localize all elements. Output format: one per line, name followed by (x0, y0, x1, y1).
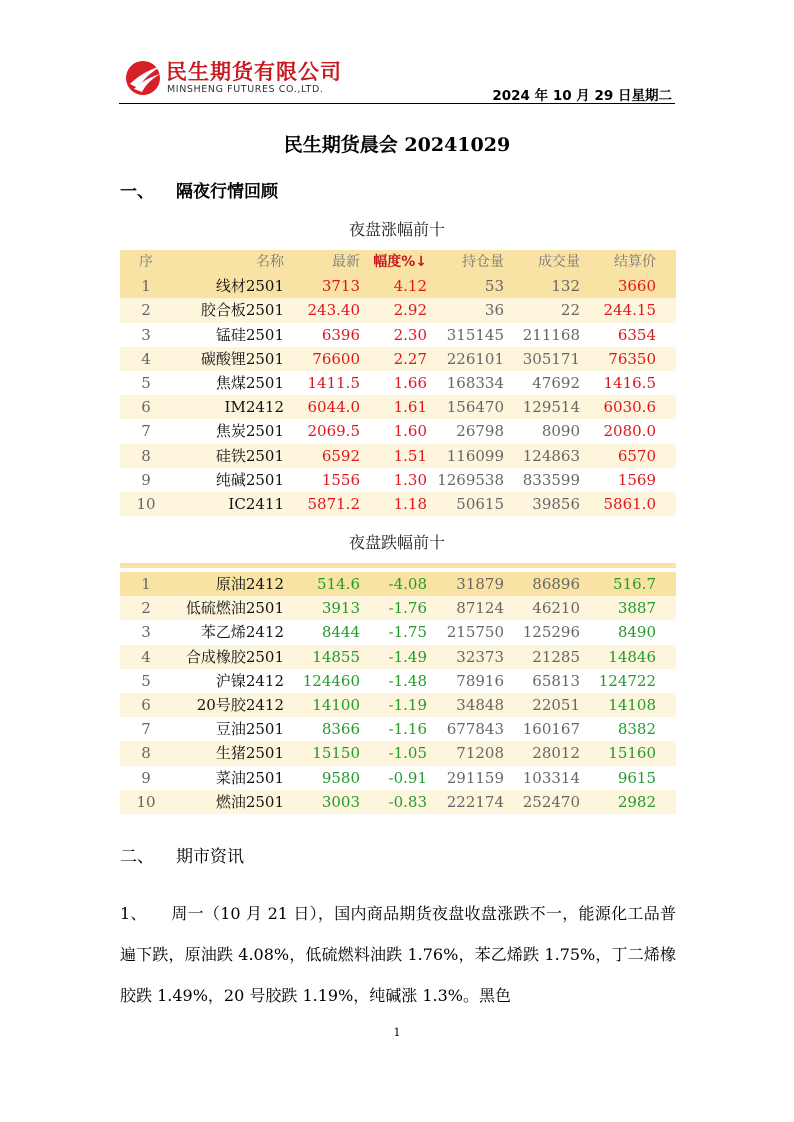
cell-name: 燃油2501 (215, 792, 284, 811)
cell-latest: 2069.5 (307, 422, 360, 441)
cell-volume: 833599 (522, 470, 580, 489)
cell-settle: 76350 (608, 349, 656, 368)
cell-index: 5 (141, 373, 151, 392)
cell-settle: 6354 (617, 325, 656, 344)
col-header-open-interest: 持仓量 (462, 254, 504, 270)
table-row (120, 347, 676, 371)
cell-settle: 2080.0 (603, 422, 656, 441)
cell-volume: 305171 (522, 349, 580, 368)
cell-settle: 1416.5 (603, 373, 656, 392)
cell-open-interest: 26798 (456, 422, 504, 441)
cell-name: 合成橡胶2501 (185, 647, 284, 666)
cell-name: IC2411 (228, 494, 284, 513)
cell-change-pct: 2.27 (393, 349, 427, 368)
table-header-row (120, 250, 676, 274)
gainers-table (120, 250, 676, 516)
cell-open-interest: 116099 (446, 446, 504, 465)
cell-change-pct: -0.83 (388, 792, 427, 811)
cell-name: 锰硅2501 (215, 325, 284, 344)
cell-index: 3 (141, 623, 151, 642)
company-name-en: MINSHENG FUTURES CO.,LTD. (167, 84, 324, 95)
cell-settle: 124722 (598, 671, 656, 690)
cell-name: 硅铁2501 (215, 446, 284, 465)
cell-open-interest: 32373 (456, 647, 504, 666)
cell-latest: 5871.2 (307, 494, 360, 513)
cell-settle: 8382 (617, 720, 656, 739)
cell-latest: 1556 (321, 470, 360, 489)
cell-index: 6 (141, 398, 151, 417)
cell-latest: 243.40 (307, 301, 360, 320)
col-header-index: 序 (139, 254, 153, 270)
table-row (120, 274, 676, 298)
cell-volume: 28012 (532, 744, 580, 763)
cell-open-interest: 87124 (456, 599, 504, 618)
cell-change-pct: 1.51 (393, 446, 427, 465)
cell-index: 10 (136, 494, 156, 513)
losers-table (120, 572, 676, 814)
minsheng-logo-icon (124, 58, 164, 96)
cell-open-interest: 156470 (446, 398, 504, 417)
cell-latest: 8444 (321, 623, 360, 642)
cell-index: 1 (141, 575, 151, 593)
table-row (120, 371, 676, 395)
cell-settle: 2982 (617, 792, 656, 811)
cell-volume: 8090 (541, 422, 580, 441)
cell-settle: 3660 (617, 277, 656, 296)
col-header-settle: 结算价 (614, 254, 656, 270)
cell-latest: 15150 (312, 744, 360, 763)
cell-change-pct: -4.08 (388, 575, 427, 593)
cell-latest: 14855 (312, 647, 360, 666)
cell-change-pct: 2.92 (393, 301, 427, 320)
clipped-row-remnant (120, 817, 676, 823)
losers-table-caption: 夜盘跌幅前十 (348, 533, 445, 552)
cell-name: 焦煤2501 (215, 373, 284, 392)
cell-change-pct: -0.91 (388, 768, 427, 787)
cell-change-pct: 2.30 (393, 325, 427, 344)
cell-change-pct: 1.60 (393, 422, 427, 441)
cell-name: 沪镍2412 (215, 671, 284, 690)
cell-volume: 21285 (532, 647, 580, 666)
table-row (120, 492, 676, 516)
cell-index: 8 (141, 744, 151, 763)
cell-latest: 6592 (321, 446, 360, 465)
cell-index: 7 (141, 422, 151, 441)
page-number: 1 (393, 1026, 401, 1039)
table-row (120, 620, 676, 644)
col-header-name: 名称 (256, 254, 284, 270)
cell-volume: 22 (560, 301, 580, 320)
cell-index: 7 (141, 720, 151, 739)
cell-name: 苯乙烯2412 (200, 623, 284, 642)
cell-index: 5 (141, 671, 151, 690)
cell-name: 纯碱2501 (215, 470, 284, 489)
cell-open-interest: 1269538 (437, 470, 504, 489)
cell-latest: 124460 (302, 671, 360, 690)
company-name-cn: 民生期货有限公司 (166, 60, 342, 84)
cell-name: 20号胶2412 (196, 695, 284, 714)
col-header-volume: 成交量 (538, 254, 580, 270)
company-logo (124, 56, 364, 100)
cell-volume: 103314 (522, 768, 580, 787)
cell-settle: 1569 (617, 470, 656, 489)
cell-volume: 124863 (522, 446, 580, 465)
cell-change-pct: -1.75 (388, 623, 427, 642)
cell-open-interest: 315145 (446, 325, 504, 344)
cell-index: 9 (141, 470, 151, 489)
cell-latest: 3713 (321, 277, 360, 296)
cell-name: IM2412 (224, 398, 284, 417)
cell-open-interest: 222174 (446, 792, 504, 811)
cell-volume: 39856 (532, 494, 580, 513)
section-heading-1 (120, 177, 278, 202)
cell-settle: 14846 (608, 647, 656, 666)
table-row (120, 596, 676, 620)
cell-latest: 514.6 (317, 575, 360, 593)
cell-volume: 160167 (522, 720, 580, 739)
table-row (120, 323, 676, 347)
cell-name: 线材2501 (215, 277, 284, 296)
gainers-table-caption: 夜盘涨幅前十 (348, 220, 445, 239)
cell-index: 6 (141, 695, 151, 714)
cell-index: 1 (141, 277, 151, 296)
cell-change-pct: 1.66 (393, 373, 427, 392)
col-header-latest: 最新 (332, 254, 360, 270)
cell-name: 低硫燃油2501 (185, 599, 284, 618)
cell-settle: 15160 (608, 744, 656, 763)
cell-latest: 3003 (321, 792, 360, 811)
cell-volume: 129514 (522, 398, 580, 417)
table-row (120, 766, 676, 790)
cell-volume: 65813 (532, 671, 580, 690)
cell-index: 9 (141, 768, 151, 787)
section-title: 期市资讯 (176, 847, 244, 867)
news-paragraph: 1、 周一（10 月 21 日），国内商品期货夜盘收盘涨跌不一，能源化工品普遍下跌，原油跌 4.08%，低硫燃料油跌 1.76%，苯乙烯跌 1.75%，丁二烯橡胶跌 1.49%，20 号胶跌 1.19%，纯碱涨 1.3%。黑色 (120, 904, 676, 1005)
document-title: 民生期货晨会 20241029 (283, 134, 511, 156)
cell-settle: 6030.6 (603, 398, 656, 417)
cell-settle: 3887 (617, 599, 656, 618)
cell-index: 3 (141, 325, 151, 344)
cell-open-interest: 226101 (446, 349, 504, 368)
cell-name: 生猪2501 (215, 744, 284, 763)
cell-settle: 6570 (617, 446, 656, 465)
cell-latest: 6044.0 (307, 398, 360, 417)
header-divider (119, 103, 675, 104)
cell-name: 胶合板2501 (200, 301, 284, 320)
cell-latest: 3913 (321, 599, 360, 618)
cell-open-interest: 50615 (456, 494, 504, 513)
cell-open-interest: 31879 (456, 575, 504, 593)
cell-volume: 132 (551, 277, 580, 296)
cell-latest: 14100 (312, 695, 360, 714)
cell-volume: 211168 (522, 325, 580, 344)
cell-open-interest: 71208 (456, 744, 504, 763)
cell-latest: 6396 (321, 325, 360, 344)
cell-name: 焦炭2501 (215, 422, 284, 441)
cell-settle: 14108 (608, 695, 656, 714)
cell-change-pct: -1.76 (388, 599, 427, 618)
cell-open-interest: 78916 (456, 671, 504, 690)
table-row (120, 693, 676, 717)
cell-index: 2 (141, 599, 151, 618)
cell-change-pct: -1.19 (388, 695, 427, 714)
cell-change-pct: 1.18 (393, 494, 427, 513)
cell-volume: 46210 (532, 599, 580, 618)
cell-settle: 8490 (617, 623, 656, 642)
table-row (120, 572, 676, 596)
cell-settle: 516.7 (613, 575, 656, 593)
cell-change-pct: -1.05 (388, 744, 427, 763)
table-row (120, 468, 676, 492)
cell-open-interest: 168334 (446, 373, 504, 392)
cell-name: 菜油2501 (215, 768, 284, 787)
cell-change-pct: 1.61 (393, 398, 427, 417)
cell-name: 豆油2501 (215, 720, 284, 739)
col-header-change-pct: 幅度%↓ (373, 254, 427, 270)
cell-latest: 9580 (321, 768, 360, 787)
cell-open-interest: 53 (484, 277, 504, 296)
table-row (120, 419, 676, 443)
cell-volume: 47692 (532, 373, 580, 392)
header-date: 2024 年 10 月 29 日星期二 (492, 88, 672, 104)
clipped-header-remnant (120, 563, 676, 570)
cell-index: 10 (136, 792, 156, 811)
cell-change-pct: 1.30 (393, 470, 427, 489)
cell-name: 原油2412 (215, 575, 284, 593)
section-title: 隔夜行情回顾 (176, 182, 278, 202)
table-row (120, 395, 676, 419)
cell-latest: 1411.5 (307, 373, 360, 392)
cell-settle: 9615 (617, 768, 656, 787)
cell-open-interest: 34848 (456, 695, 504, 714)
table-row (120, 717, 676, 741)
cell-volume: 252470 (522, 792, 580, 811)
cell-change-pct: 4.12 (393, 277, 427, 296)
cell-open-interest: 36 (484, 301, 504, 320)
table-row (120, 741, 676, 765)
cell-open-interest: 677843 (446, 720, 504, 739)
cell-volume: 125296 (522, 623, 580, 642)
cell-name: 碳酸锂2501 (200, 349, 284, 368)
cell-open-interest: 215750 (446, 623, 504, 642)
table-row (120, 790, 676, 814)
cell-index: 4 (141, 647, 151, 666)
cell-settle: 244.15 (603, 301, 656, 320)
cell-volume: 22051 (532, 695, 580, 714)
section-heading-2 (120, 842, 244, 867)
table-row (120, 645, 676, 669)
table-row (120, 669, 676, 693)
cell-latest: 8366 (321, 720, 360, 739)
section-number: 二、 (120, 847, 154, 867)
cell-index: 2 (141, 301, 151, 320)
cell-change-pct: -1.49 (388, 647, 427, 666)
cell-settle: 5861.0 (603, 494, 656, 513)
table-row (120, 298, 676, 322)
cell-change-pct: -1.16 (388, 720, 427, 739)
cell-volume: 86896 (532, 575, 580, 593)
cell-latest: 76600 (312, 349, 360, 368)
table-row (120, 444, 676, 468)
cell-change-pct: -1.48 (388, 671, 427, 690)
cell-index: 4 (141, 349, 151, 368)
cell-index: 8 (141, 446, 151, 465)
cell-open-interest: 291159 (446, 768, 504, 787)
section-number: 一、 (120, 182, 154, 202)
